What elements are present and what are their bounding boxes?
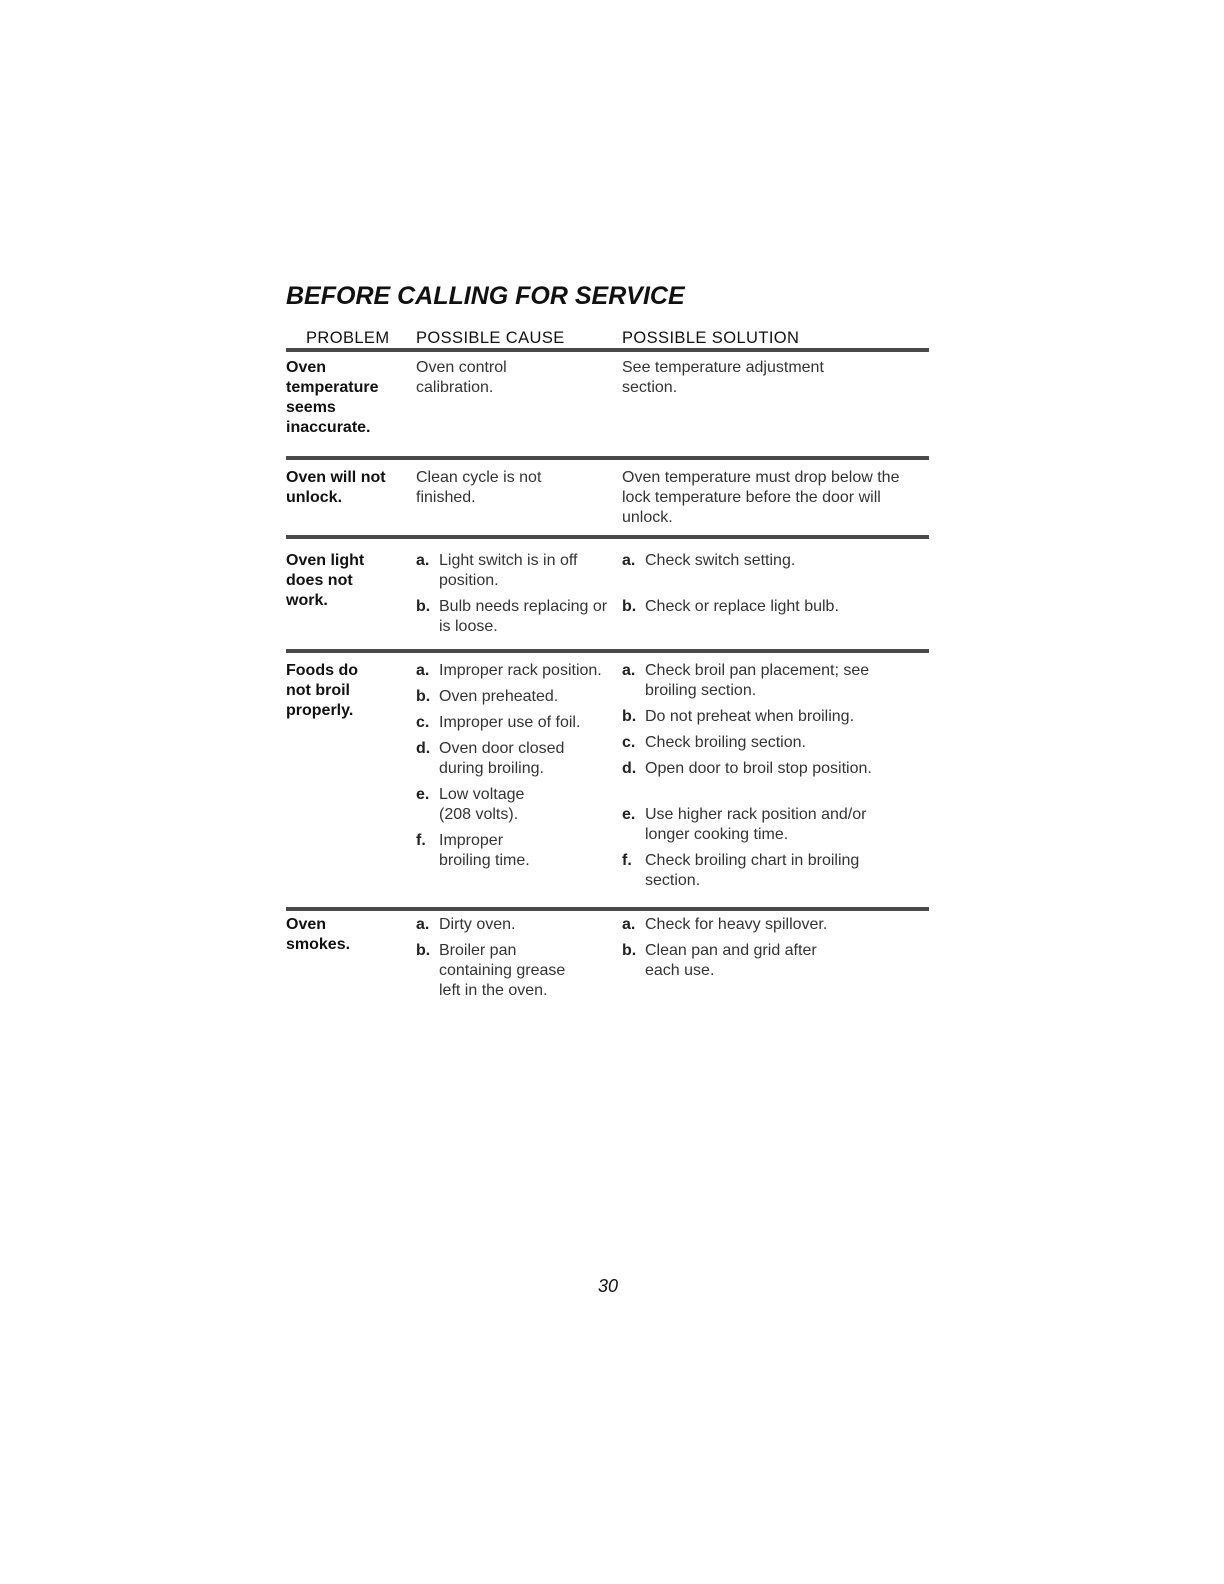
- solution-cell: See temperature adjustment section.: [622, 359, 824, 396]
- list-item: d. Oven door closed during broiling.: [416, 740, 565, 777]
- list-item: a. Improper rack position.: [416, 662, 602, 679]
- list-item: b. Check or replace light bulb.: [622, 598, 839, 615]
- table-header: [286, 326, 929, 348]
- list-item: b. Broiler pan containing grease left in the oven.: [416, 942, 566, 999]
- divider: [286, 907, 929, 911]
- list-item: a. Check for heavy spillover.: [622, 916, 828, 933]
- list-item: a. Dirty oven.: [416, 916, 516, 933]
- divider: [286, 535, 929, 539]
- table-row: [286, 358, 929, 456]
- problem-cell: Foods do not broil properly.: [286, 662, 358, 719]
- page-number: 30: [598, 1276, 619, 1296]
- header-problem: PROBLEM: [306, 329, 390, 347]
- problem-cell: Oven smokes.: [286, 916, 351, 953]
- cause-cell: [416, 551, 611, 637]
- problem-cell: Oven will not unlock.: [286, 469, 386, 506]
- cause-cell: [416, 915, 591, 1001]
- table-row: [286, 468, 929, 535]
- list-item: f. Check broiling chart in broiling section.: [622, 852, 860, 889]
- header-possible-solution: POSSIBLE SOLUTION: [622, 329, 800, 347]
- list-item: a. Check switch setting.: [622, 552, 796, 569]
- divider: [286, 456, 929, 460]
- table-row: [286, 915, 929, 1005]
- page-title: BEFORE CALLING FOR SERVICE: [286, 282, 685, 310]
- cause-cell: Oven control calibration.: [416, 359, 507, 396]
- list-item: f. Improper broiling time.: [416, 832, 530, 869]
- cause-cell: [416, 661, 606, 871]
- solution-cell: Oven temperature must drop below the lock temperature before the door will unlock.: [622, 469, 900, 526]
- problem-cell: Oven light does not work.: [286, 552, 365, 609]
- table-row: [286, 661, 929, 907]
- list-item: b. Oven preheated.: [416, 688, 559, 705]
- table-row: [286, 551, 929, 649]
- list-item: c. Check broiling section.: [622, 734, 806, 751]
- list-item: a. Light switch is in off position.: [416, 552, 578, 589]
- list-item: c. Improper use of foil.: [416, 714, 581, 731]
- solution-cell: [622, 551, 922, 617]
- list-item: a. Check broil pan placement; see broiling section.: [622, 662, 870, 699]
- list-item: b. Clean pan and grid after each use.: [622, 942, 817, 979]
- list-item: b. Bulb needs replacing or is loose.: [416, 598, 608, 635]
- list-item: e. Low voltage (208 volts).: [416, 786, 525, 823]
- divider: [286, 649, 929, 653]
- solution-cell: [622, 661, 917, 891]
- list-item: e. Use higher rack position and/or longer cooking time.: [622, 806, 867, 843]
- list-item: d. Open door to broil stop position.: [622, 760, 872, 777]
- problem-cell: Oven temperature seems inaccurate.: [286, 359, 379, 436]
- header-possible-cause: POSSIBLE CAUSE: [416, 329, 565, 347]
- divider: [286, 348, 929, 352]
- list-item: b. Do not preheat when broiling.: [622, 708, 855, 725]
- cause-cell: Clean cycle is not finished.: [416, 469, 542, 506]
- solution-cell: [622, 915, 862, 981]
- troubleshooting-table: [286, 326, 929, 1005]
